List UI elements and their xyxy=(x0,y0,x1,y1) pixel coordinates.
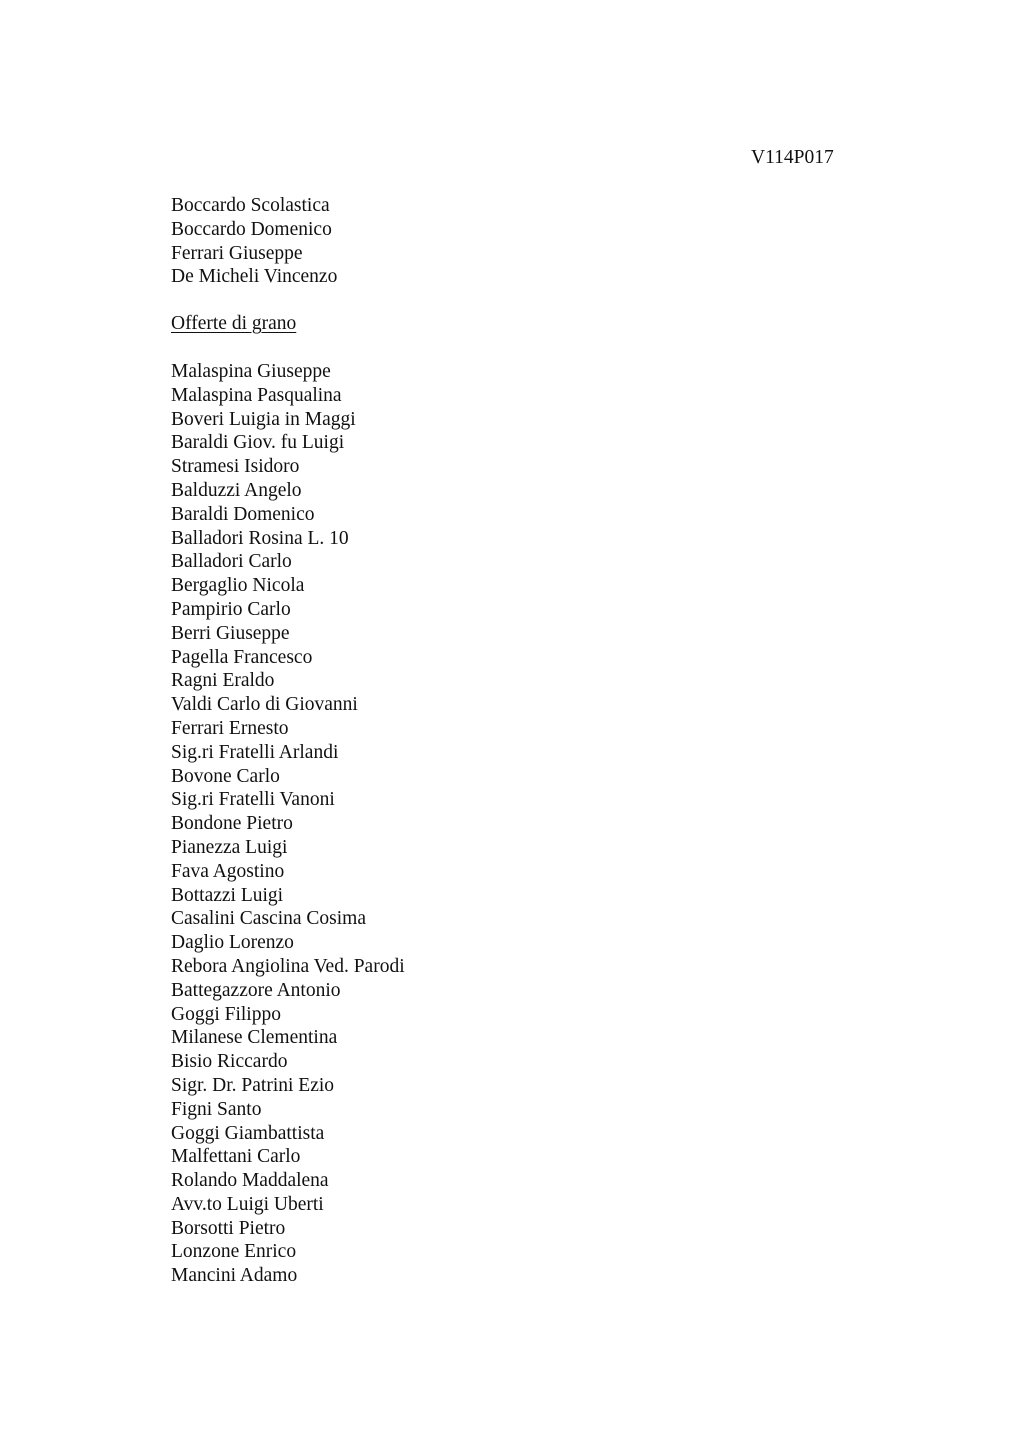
list-item: Baraldi Domenico xyxy=(171,503,315,525)
list-item: Bergaglio Nicola xyxy=(171,575,305,597)
list-item: De Micheli Vincenzo xyxy=(171,266,338,288)
list-item: Boveri Luigia in Maggi xyxy=(171,408,356,430)
list-item: Sig.ri Fratelli Arlandi xyxy=(171,741,339,763)
list-item: Bisio Riccardo xyxy=(171,1051,288,1073)
list-item: Berri Giuseppe xyxy=(171,622,290,644)
list-item: Casalini Cascina Cosima xyxy=(171,908,366,930)
list-item: Figni Santo xyxy=(171,1098,262,1120)
list-item: Pampirio Carlo xyxy=(171,598,291,620)
list-item: Battegazzore Antonio xyxy=(171,979,341,1001)
list-item: Boccardo Domenico xyxy=(171,218,332,240)
list-item: Balladori Rosina L. 10 xyxy=(171,527,349,549)
list-item: Goggi Giambattista xyxy=(171,1122,325,1144)
list-item: Pianezza Luigi xyxy=(171,836,288,858)
list-item: Borsotti Pietro xyxy=(171,1217,286,1239)
list-item: Malaspina Pasqualina xyxy=(171,384,342,406)
offer-name-list xyxy=(171,360,405,1288)
list-item: Avv.to Luigi Uberti xyxy=(171,1193,324,1215)
list-item: Mancini Adamo xyxy=(171,1265,298,1287)
list-item: Rebora Angiolina Ved. Parodi xyxy=(171,955,405,977)
list-item: Stramesi Isidoro xyxy=(171,456,300,478)
list-item: Balladori Carlo xyxy=(171,551,292,573)
list-item: Valdi Carlo di Giovanni xyxy=(171,694,358,716)
list-item: Milanese Clementina xyxy=(171,1027,338,1049)
list-item: Balduzzi Angelo xyxy=(171,479,302,501)
section-heading: Offerte di grano xyxy=(171,313,297,334)
page-code: V114P017 xyxy=(751,147,834,168)
list-item: Sig.ri Fratelli Vanoni xyxy=(171,789,335,811)
list-item: Rolando Maddalena xyxy=(171,1170,329,1192)
list-item: Malaspina Giuseppe xyxy=(171,361,331,382)
top-name-list xyxy=(171,194,337,289)
list-item: Lonzone Enrico xyxy=(171,1241,297,1263)
list-item: Ferrari Ernesto xyxy=(171,717,289,739)
list-item: Ragni Eraldo xyxy=(171,670,275,692)
list-item: Daglio Lorenzo xyxy=(171,932,294,954)
list-item: Ferrari Giuseppe xyxy=(171,242,303,264)
list-item: Fava Agostino xyxy=(171,860,285,882)
list-item: Malfettani Carlo xyxy=(171,1146,301,1168)
list-item: Pagella Francesco xyxy=(171,646,313,668)
list-item: Boccardo Scolastica xyxy=(171,195,330,216)
list-item: Bottazzi Luigi xyxy=(171,884,284,906)
list-item: Goggi Filippo xyxy=(171,1003,281,1025)
list-item: Sigr. Dr. Patrini Ezio xyxy=(171,1074,335,1096)
list-item: Bondone Pietro xyxy=(171,813,293,835)
list-item: Baraldi Giov. fu Luigi xyxy=(171,432,345,454)
list-item: Bovone Carlo xyxy=(171,765,280,787)
